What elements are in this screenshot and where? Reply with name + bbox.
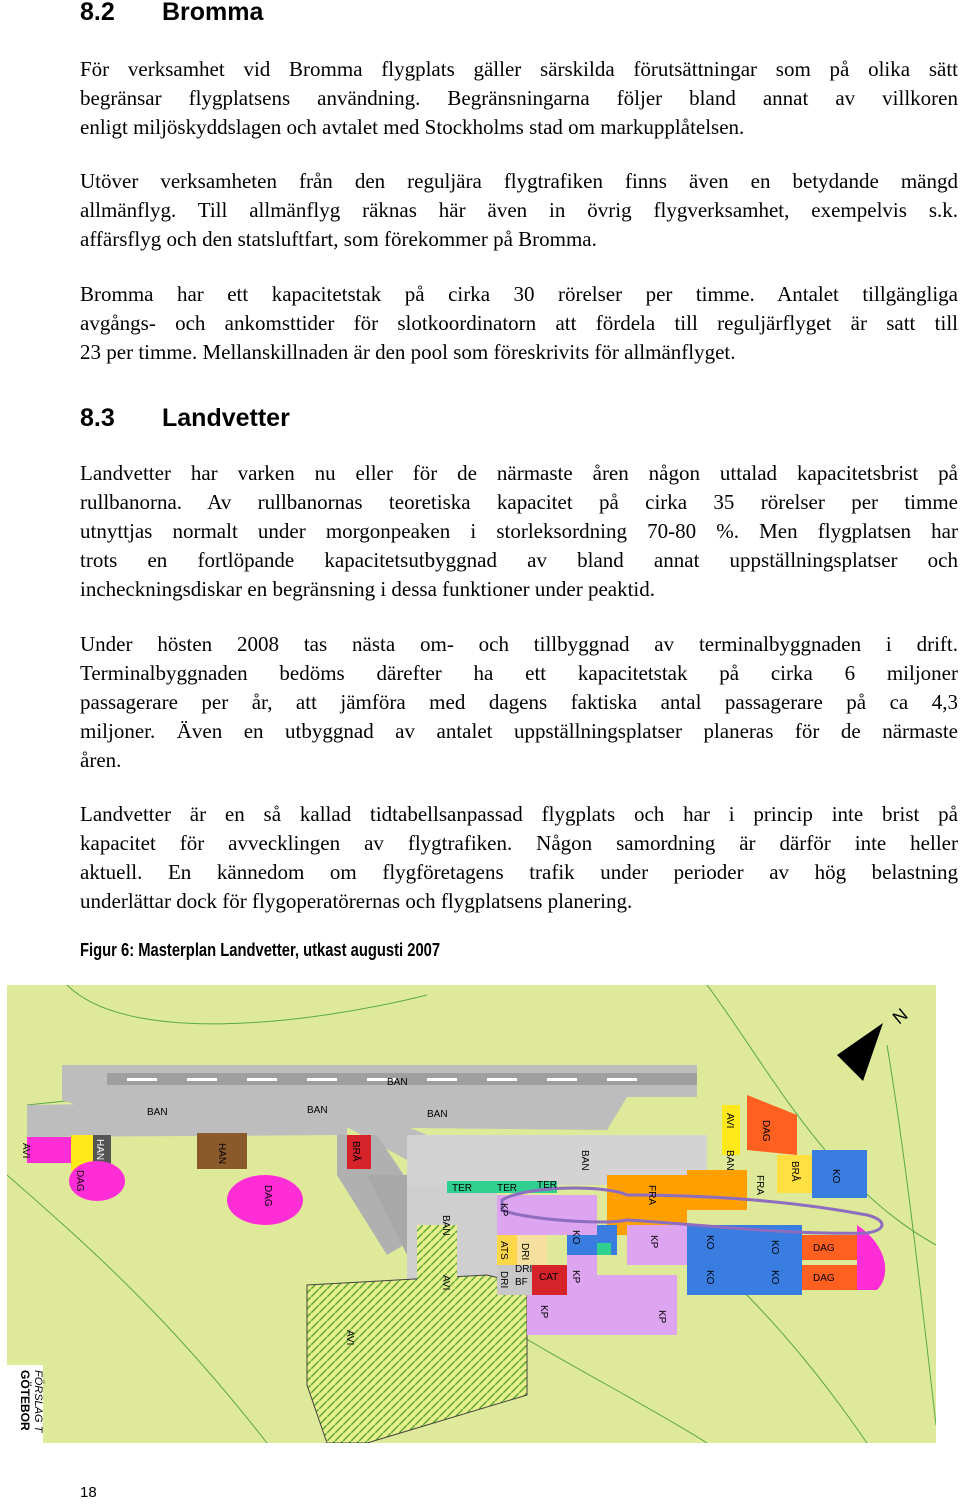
label-ban: BAN [724, 1150, 735, 1171]
paragraph-bromma-2 [80, 167, 958, 254]
label-dag: DAG [262, 1185, 273, 1207]
masterplan-figure [7, 985, 936, 1443]
label-cat: CAT [539, 1272, 559, 1283]
stamp-line-1: GÖTEBOR [18, 1370, 32, 1431]
runway-markings [127, 1078, 637, 1081]
text-line: kapacitet för avvecklingen av flygtrafiken. Någon samordning är därför inte heller [80, 831, 958, 855]
label-dri: DRI [515, 1264, 533, 1275]
text-line: utnyttjas normalt under morgonpeaken i storleksordning 70-80 %. Men flygplatsen har [80, 519, 958, 543]
text-line: begränsar flygplatsens användning. Begränsningarna följer bland annat av villkoren [80, 86, 958, 110]
paragraph-bromma-3 [80, 280, 958, 367]
label-dri: DRI [519, 1243, 530, 1261]
label-ban: BAN [387, 1077, 408, 1088]
paragraph-bromma-1 [80, 55, 958, 142]
label-fra: FRA [754, 1175, 765, 1195]
text-line: Bromma har ett kapacitetstak på cirka 30 rörelser per timme. Antalet tillgängliga [80, 282, 958, 306]
text-line: aktuell. En kännedom om flygföretagens trafik under perioder av hög belastning [80, 860, 958, 884]
label-han: HAN [94, 1139, 105, 1161]
text-line: åren. [80, 748, 122, 772]
text-line: avgångs- och ankomsttider för slotkoordinatorn att fördela till reguljärflyget är satt till [80, 311, 958, 335]
north-label: N [888, 1004, 912, 1029]
label-ko: KO [704, 1235, 715, 1250]
zone-kp-2 [517, 1195, 597, 1235]
label-avi: AVI [724, 1113, 735, 1129]
text-line: Terminalbyggnaden bedöms därefter ha ett kapacitetstak på cirka 6 miljoner [80, 661, 958, 685]
label-kp: KP [570, 1270, 581, 1284]
label-ko: KO [769, 1240, 780, 1255]
zone-avi [27, 1137, 71, 1163]
text-line: Under hösten 2008 tas nästa om- och tillbyggnad av terminalbyggnaden i drift. [80, 632, 958, 656]
label-avi: AVI [344, 1330, 355, 1346]
label-bra: BRÅ [789, 1161, 800, 1182]
label-ban: BAN [427, 1109, 448, 1120]
label-avi: AVI [20, 1143, 31, 1159]
text-line: Utöver verksamheten från den reguljära flygtrafiken finns även en betydande mängd [80, 169, 958, 193]
label-fra: FRA [646, 1185, 657, 1205]
label-ko: KO [830, 1169, 841, 1184]
label-ko: KO [570, 1230, 581, 1245]
zone-fra-2 [687, 1170, 747, 1210]
label-ko: KO [769, 1270, 780, 1285]
label-ban: BAN [440, 1215, 451, 1236]
label-ter: TER [497, 1183, 517, 1194]
text-line: trots en fortlöpande kapacitetsutbyggnad av bland annat uppställningsplatser och [80, 548, 958, 572]
section-number: 8.3 [80, 404, 115, 432]
label-han: HAN [216, 1143, 227, 1165]
text-line: rullbanorna. Av rullbanornas teoretiska kapacitet på cirka 35 rörelser per timme [80, 490, 958, 514]
label-ban: BAN [147, 1107, 168, 1118]
figure-caption: Figur 6: Masterplan Landvetter, utkast augusti 2007 [80, 940, 441, 960]
label-kp: KP [656, 1310, 667, 1324]
paragraph-landvetter-2 [80, 630, 958, 775]
label-dag: DAG [813, 1243, 835, 1254]
label-bra: BRÅ [350, 1141, 361, 1162]
label-kp: KP [538, 1305, 549, 1319]
label-ter: TER [452, 1183, 472, 1194]
label-bf: BF [515, 1277, 528, 1288]
text-line: passagerare per år, att jämföra med dagens faktiska antal passagerare på ca 4,3 [80, 690, 958, 714]
label-ko: KO [704, 1270, 715, 1285]
zone-bf [597, 1243, 611, 1255]
paragraph-landvetter-3 [80, 800, 958, 916]
text-line: enligt miljöskyddslagen och avtalet med Stockholms stad om markupplåtelsen. [80, 115, 745, 139]
label-dri: DRI [498, 1271, 509, 1289]
label-dag: DAG [74, 1170, 85, 1192]
text-line: underlättar dock för flygoperatörernas och flygplatsens planering. [80, 889, 633, 913]
stamp [18, 1370, 44, 1434]
section-number: 8.2 [80, 0, 115, 26]
label-ats: ATS [498, 1241, 509, 1260]
text-line: Landvetter har varken nu eller för de närmaste åren någon uttalad kapacitetsbrist på [80, 461, 958, 485]
label-avi: AVI [440, 1275, 451, 1291]
text-line: affärsflyg och den statsluftfart, som förekommer på Bromma. [80, 227, 597, 251]
stamp-line-2: FÖRSLAG T [32, 1370, 44, 1433]
text-line: incheckningsdiskar en begränsning i dessa funktioner under peaktid. [80, 577, 656, 601]
paragraph-landvetter-1 [80, 459, 958, 604]
label-kp: KP [498, 1203, 509, 1217]
masterplan-map [7, 985, 936, 1443]
text-line: allmänflyg. Till allmänflyg räknas här även in övrig flygverksamhet, exempelvis s.k. [80, 198, 958, 222]
label-ban: BAN [307, 1105, 328, 1116]
text-line: 23 per timme. Mellanskillnaden är den pool som föreskrivits för allmänflyget. [80, 340, 736, 364]
text-line: För verksamhet vid Bromma flygplats gäller särskilda förutsättningar som på olika sätt [80, 57, 958, 81]
section-title: Landvetter [162, 404, 290, 432]
zone-ko-4 [687, 1265, 757, 1295]
zone-ko-2 [687, 1225, 757, 1265]
label-kp: KP [648, 1235, 659, 1249]
page-number: 18 [80, 1484, 97, 1501]
text-line: miljoner. Även en utbyggnad av antalet uppställningsplatser planeras för de närmaste [80, 719, 958, 743]
text-line: Landvetter är en så kallad tidtabellsanpassad flygplats och har i princip inte brist på [80, 802, 958, 826]
label-ban: BAN [579, 1150, 590, 1171]
label-dag: DAG [813, 1273, 835, 1284]
label-dag: DAG [760, 1120, 771, 1142]
section-title: Bromma [162, 0, 264, 26]
label-ter: TER [537, 1180, 557, 1191]
